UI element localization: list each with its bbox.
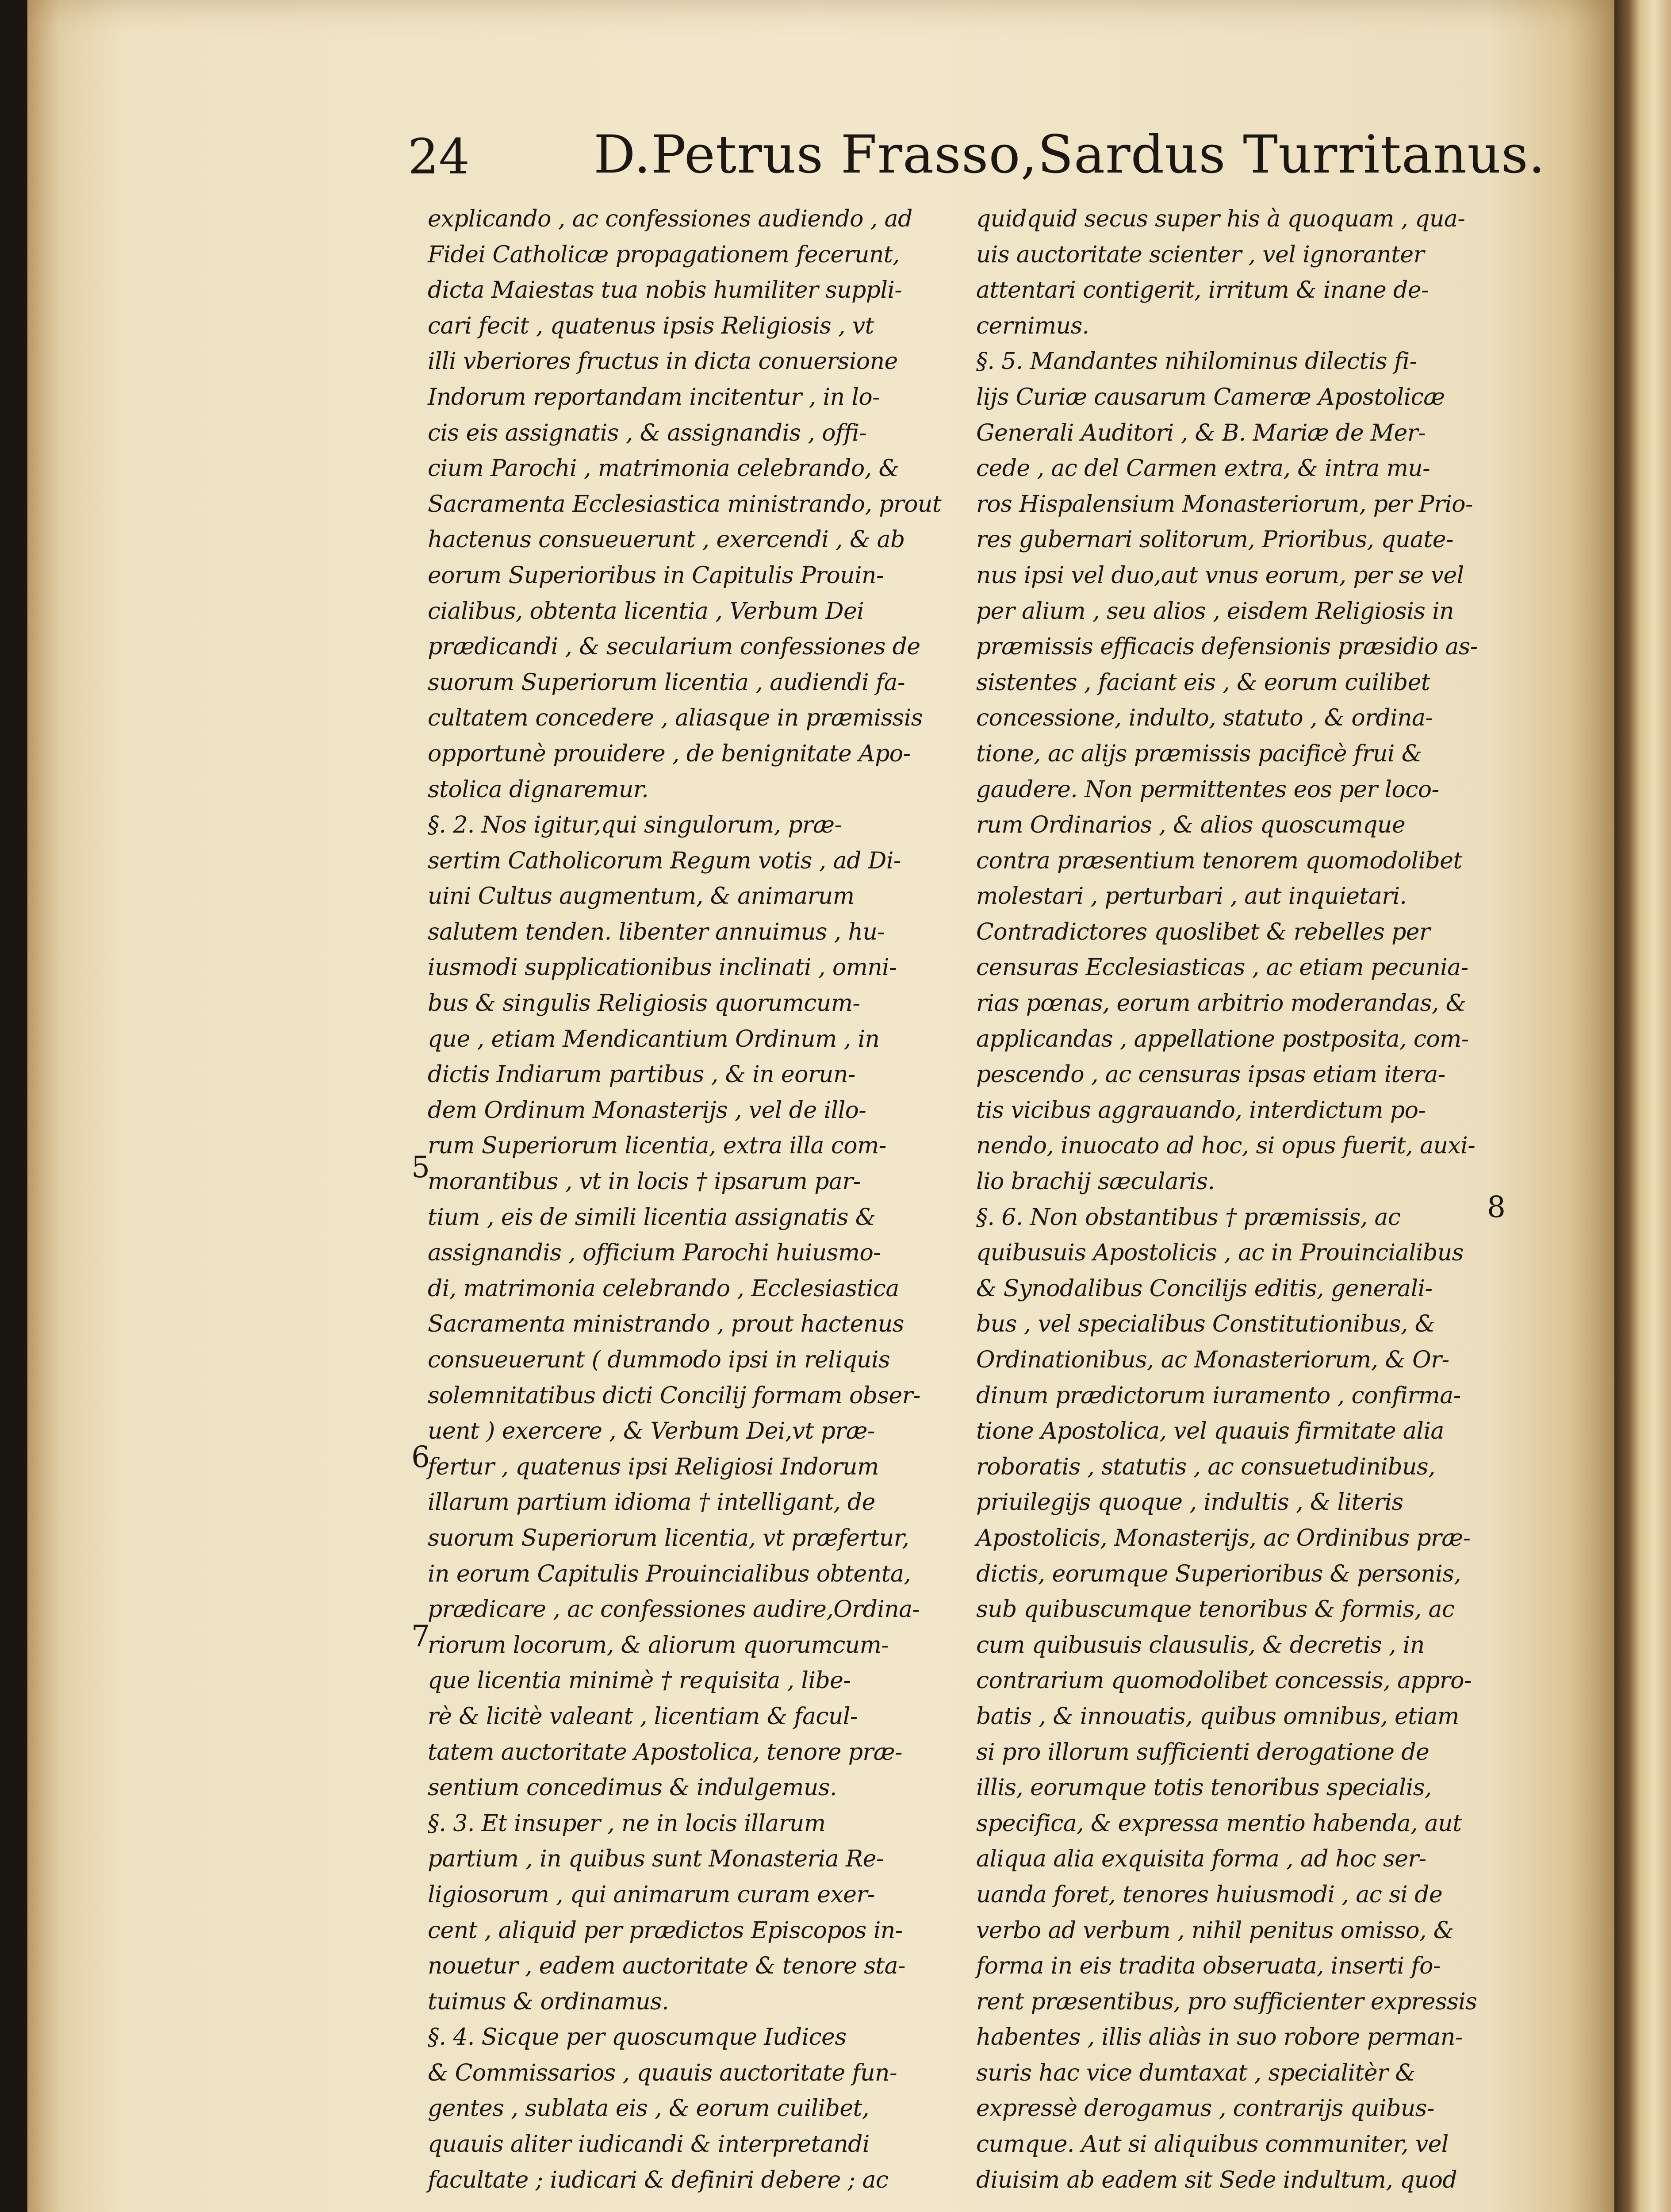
text-line: rè & licitè valeant , licentiam & facul- <box>428 1703 858 1730</box>
text-line: assignandis , officium Parochi huiusmo- <box>428 1240 881 1267</box>
text-line: molestari , perturbari , aut inquietari. <box>976 883 1407 910</box>
text-line: salutem tenden. libenter annuimus , hu- <box>428 918 885 945</box>
text-line: rum Superiorum licentia, extra illa com- <box>428 1133 886 1160</box>
text-line: rias pœnas, eorum arbitrio moderandas, & <box>976 990 1466 1017</box>
text-line: cis eis assignatis , & assignandis , offi- <box>428 419 867 446</box>
text-line: suris hac vice dumtaxat , specialitèr & <box>976 2059 1415 2086</box>
text-line: tione Apostolica, vel quauis firmitate alia <box>976 1418 1444 1445</box>
text-line: uini Cultus augmentum, & animarum <box>428 883 855 910</box>
text-line: & Synodalibus Concilijs editis, generali- <box>976 1275 1433 1302</box>
text-line: consueuerunt ( dummodo ipsi in reliquis <box>428 1347 890 1373</box>
text-line: tis vicibus aggrauando, interdictum po- <box>976 1097 1426 1124</box>
text-line: lio brachij sæcularis. <box>976 1168 1215 1195</box>
text-line: Ordinationibus, ac Monasteriorum, & Or- <box>976 1347 1449 1373</box>
text-line: cumque. Aut si aliquibus communiter, vel <box>976 2131 1449 2158</box>
text-line: rum Ordinarios , & alios quoscumque <box>976 812 1405 839</box>
text-line: contrarium quomodolibet concessis, appro- <box>976 1667 1472 1694</box>
text-line: nus ipsi vel duo,aut vnus eorum, per se vel <box>976 562 1464 589</box>
text-line: que , etiam Mendicantium Ordinum , in <box>428 1025 880 1052</box>
text-line: ligiosorum , qui animarum curam exer- <box>428 1881 875 1908</box>
text-line: eorum Superioribus in Capitulis Prouin- <box>428 562 884 589</box>
text-line: concessione, indulto, statuto , & ordina- <box>976 705 1433 732</box>
text-line: hactenus consueuerunt , exercendi , & ab <box>428 526 905 553</box>
text-line: solemnitatibus dicti Concilij formam obser- <box>428 1382 920 1409</box>
text-line: opportunè prouidere , de benignitate Apo- <box>428 740 911 767</box>
text-line: illi vberiores fructus in dicta conuersione <box>428 348 898 375</box>
text-line: stolica dignaremur. <box>428 776 649 803</box>
text-line: applicandas , appellatione postposita, com- <box>976 1025 1469 1052</box>
text-line: facultate ; iudicari & definiri debere ; ac <box>428 2166 889 2193</box>
text-line: ros Hispalensium Monasteriorum, per Prio- <box>976 491 1473 518</box>
page-number: 24 <box>408 128 470 185</box>
text-line: prædicandi , & secularium confessiones de <box>428 634 920 661</box>
text-line: Apostolicis, Monasterijs, ac Ordinibus præ- <box>976 1525 1471 1551</box>
text-line: & Commissarios , quauis auctoritate fun- <box>428 2059 897 2086</box>
text-line: diuisim ab eadem sit Sede indultum, quod <box>976 2166 1457 2193</box>
text-column-left <box>428 201 958 2198</box>
text-line: Contradictores quoslibet & rebelles per <box>976 918 1430 945</box>
text-line: quidquid secus super his à quoquam , qua- <box>976 206 1465 232</box>
next-page-edge <box>1614 0 1671 2212</box>
text-line: tuimus & ordinamus. <box>428 1988 669 2015</box>
text-line: dictis Indiarum partibus , & in eorun- <box>428 1061 855 1088</box>
text-line: uent ) exercere , & Verbum Dei,vt præ- <box>428 1418 875 1445</box>
text-line: cialibus, obtenta licentia , Verbum Dei <box>428 598 864 625</box>
text-line: si pro illorum sufficienti derogatione de <box>976 1739 1430 1766</box>
text-line: riorum locorum, & aliorum quorumcum- <box>428 1632 889 1659</box>
text-line: suorum Superiorum licentia , audiendi fa- <box>428 669 905 696</box>
text-line: §. 6. Non obstantibus † præmissis, ac <box>976 1204 1401 1231</box>
text-line: gentes , sublata eis , & eorum cuilibet, <box>428 2095 869 2122</box>
text-line: præmissis efficacis defensionis præsidio as- <box>976 634 1478 661</box>
text-line: explicando , ac confessiones audiendo , ad <box>428 206 912 232</box>
text-line: dinum prædictorum iuramento , confirma- <box>976 1382 1461 1409</box>
text-line: censuras Ecclesiasticas , ac etiam pecunia- <box>976 954 1468 981</box>
text-line: in eorum Capitulis Prouincialibus obtenta, <box>428 1560 911 1587</box>
text-line: illarum partium idioma † intelligant, de <box>428 1489 875 1516</box>
text-line: que licentia minimè † requisita , libe- <box>428 1667 851 1694</box>
text-line: dictis, eorumque Superioribus & personis, <box>976 1560 1461 1587</box>
text-line: rent præsentibus, pro sufficienter expressis <box>976 1988 1477 2015</box>
margin-note-6: 6 <box>411 1440 430 1474</box>
text-line: dicta Maiestas tua nobis humiliter suppli- <box>428 277 902 304</box>
text-line: §. 3. Et insuper , ne in locis illarum <box>428 1810 826 1837</box>
text-line: di, matrimonia celebrando , Ecclesiastica <box>428 1275 899 1302</box>
text-line: §. 4. Sicque per quoscumque Iudices <box>428 2024 847 2051</box>
text-line: specifica, & expressa mentio habenda, aut <box>976 1810 1462 1837</box>
text-line: cent , aliquid per prædictos Episcopos in- <box>428 1917 903 1944</box>
text-line: prædicare , ac confessiones audire,Ordina- <box>428 1596 920 1623</box>
text-line: cium Parochi , matrimonia celebrando, & <box>428 455 899 482</box>
text-line: uanda foret, tenores huiusmodi , ac si de <box>976 1881 1443 1908</box>
text-line: quibusuis Apostolicis , ac in Prouincialibus <box>976 1240 1464 1267</box>
text-line: §. 5. Mandantes nihilominus dilectis fi- <box>976 348 1417 375</box>
text-line: contra præsentium tenorem quomodolibet <box>976 847 1462 874</box>
text-line: nendo, inuocato ad hoc, si opus fuerit, auxi- <box>976 1133 1476 1160</box>
text-line: partium , in quibus sunt Monasteria Re- <box>428 1846 884 1873</box>
text-line: res gubernari solitorum, Prioribus, quate- <box>976 526 1453 553</box>
text-line: verbo ad verbum , nihil penitus omisso, & <box>976 1917 1454 1944</box>
text-line: lijs Curiæ causarum Cameræ Apostolicæ <box>976 384 1445 411</box>
text-line: fertur , quatenus ipsi Religiosi Indorum <box>428 1453 879 1480</box>
text-line: sentium concedimus & indulgemus. <box>428 1774 837 1801</box>
text-line: Sacramenta Ecclesiastica ministrando, prout <box>428 491 942 518</box>
text-line: attentari contigerit, irritum & inane de- <box>976 277 1429 304</box>
text-line: cum quibusuis clausulis, & decretis , in <box>976 1632 1425 1659</box>
text-column-right <box>976 201 1502 2198</box>
text-line: habentes , illis aliàs in suo robore perman- <box>976 2024 1463 2051</box>
text-line: per alium , seu alios , eisdem Religiosis in <box>976 598 1454 625</box>
margin-note-8: 8 <box>1487 1190 1506 1224</box>
text-line: forma in eis tradita obseruata, inserti fo- <box>976 1953 1441 1980</box>
text-line: Sacramenta ministrando , prout hactenus <box>428 1311 904 1338</box>
margin-note-5: 5 <box>411 1150 430 1184</box>
text-line: tium , eis de simili licentia assignatis & <box>428 1204 876 1231</box>
text-line: Fidei Catholicæ propagationem fecerunt, <box>428 241 900 268</box>
text-line: bus , vel specialibus Constitutionibus, & <box>976 1311 1435 1338</box>
text-line: dem Ordinum Monasterijs , vel de illo- <box>428 1097 866 1124</box>
text-line: Generali Auditori , & B. Mariæ de Mer- <box>976 419 1426 446</box>
text-line: batis , & innouatis, quibus omnibus, etiam <box>976 1703 1459 1730</box>
text-line: quauis aliter iudicandi & interpretandi <box>428 2131 870 2158</box>
text-line: §. 2. Nos igitur,qui singulorum, præ- <box>428 812 842 839</box>
text-line: sub quibuscumque tenoribus & formis, ac <box>976 1596 1455 1623</box>
margin-note-7: 7 <box>411 1619 430 1653</box>
text-line: cede , ac del Carmen extra, & intra mu- <box>976 455 1430 482</box>
text-line: priuilegijs quoque , indultis , & literis <box>976 1489 1403 1516</box>
running-head: D.Petrus Frasso,Sardus Turritanus. <box>594 124 1546 185</box>
text-line: sistentes , faciant eis , & eorum cuilibet <box>976 669 1430 696</box>
text-line: tione, ac alijs præmissis pacificè frui & <box>976 740 1422 767</box>
text-line: cultatem concedere , aliasque in præmissis <box>428 705 923 732</box>
text-line: cari fecit , quatenus ipsis Religiosis , vt <box>428 312 874 339</box>
text-line: tatem auctoritate Apostolica, tenore præ- <box>428 1739 902 1766</box>
text-line: roboratis , statutis , ac consuetudinibus, <box>976 1453 1435 1480</box>
text-line: iusmodi supplicationibus inclinati , omni- <box>428 954 897 981</box>
text-line: uis auctoritate scienter , vel ignoranter <box>976 241 1424 268</box>
text-line: pescendo , ac censuras ipsas etiam itera- <box>976 1061 1445 1088</box>
book-page <box>27 0 1614 2212</box>
text-line: cernimus. <box>976 312 1089 339</box>
text-line: Indorum reportandam incitentur , in lo- <box>428 384 880 411</box>
text-line: gaudere. Non permittentes eos per loco- <box>976 776 1439 803</box>
text-line: morantibus , vt in locis † ipsarum par- <box>428 1168 861 1195</box>
text-line: bus & singulis Religiosis quorumcum- <box>428 990 860 1017</box>
text-line: illis, eorumque totis tenoribus specialis, <box>976 1774 1432 1801</box>
text-line: nouetur , eadem auctoritate & tenore sta- <box>428 1953 905 1980</box>
text-line: sertim Catholicorum Regum votis , ad Di- <box>428 847 901 874</box>
text-line: aliqua alia exquisita forma , ad hoc ser- <box>976 1846 1426 1873</box>
text-line: expressè derogamus , contrarijs quibus- <box>976 2095 1434 2122</box>
text-line: suorum Superiorum licentia, vt præfertur, <box>428 1525 909 1551</box>
